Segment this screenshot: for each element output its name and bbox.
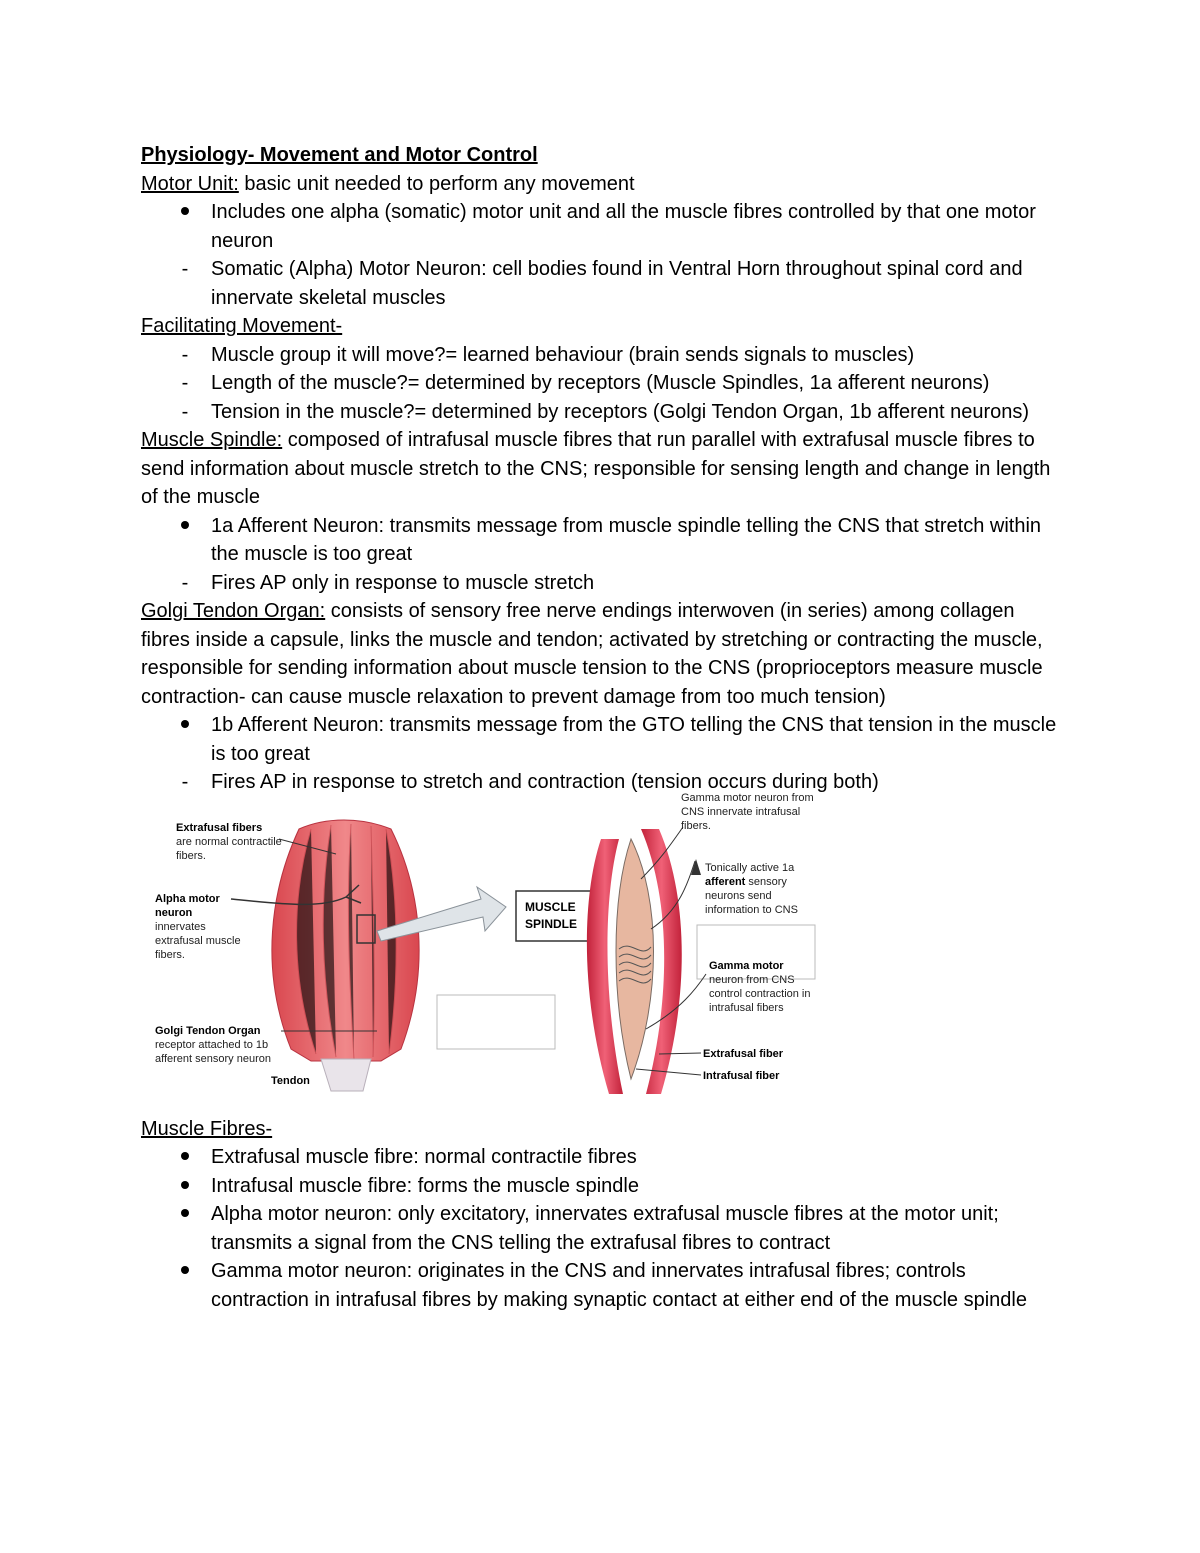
label-gamma-motor-top: Gamma motor neuron from CNS innervate intrafusal fibers. [681, 791, 814, 832]
motor-unit-text: basic unit needed to perform any movement [238, 172, 635, 195]
muscle-fibres-list [141, 1143, 1066, 1314]
dash-icon: - [181, 372, 189, 394]
list-item-text: Somatic (Alpha) Motor Neuron: cell bodies found in Ventral Horn throughout spinal cord and innervate skeletal muscles [211, 258, 1023, 309]
bullet-icon [175, 198, 195, 227]
list-item [141, 711, 1066, 768]
list-item-text: Gamma motor neuron: originates in the CNS and innervates intrafusal fibres; controls contraction in intrafusal fibres by making synaptic contact at either end of the muscle spindle [211, 1260, 1027, 1311]
document-title: Physiology- Movement and Motor Control [141, 144, 538, 166]
motor-unit-term: Motor Unit: [141, 172, 239, 195]
bullet-dot-icon [181, 207, 189, 215]
label-tendon: Tendon [271, 1074, 310, 1087]
list-item [141, 341, 1066, 370]
bullet-icon [175, 711, 195, 740]
list-item [141, 369, 1066, 398]
dash-icon: - [181, 400, 189, 423]
label-gamma2-rest: neuron from CNS control contraction in intrafusal fibers [709, 973, 811, 1014]
facilitating-movement-list [141, 341, 1066, 427]
label-extrafusal-fiber: Extrafusal fiber [703, 1047, 784, 1060]
muscle-spindle-figure [141, 791, 1066, 1109]
label-gto-title: Golgi Tendon Organ [155, 1024, 261, 1037]
label-gamma-motor-bottom [709, 959, 821, 1015]
list-item [141, 768, 1066, 797]
label-extrafusal-fibers [176, 821, 286, 863]
list-item-text: Extrafusal muscle fibre: normal contractile fibres [211, 1146, 637, 1168]
facilitating-movement-heading: Facilitating Movement- [141, 315, 343, 337]
golgi-tendon-term: Golgi Tendon Organ: [141, 600, 326, 622]
golgi-tendon-text: consists of sensory free nerve endings interwoven (in series) among collagen fibres inside a capsule, links the muscle and tendon; activated by stretching or contracting the muscle, responsible for sending information about muscle tension to the CNS (proprioceptors measure muscle contraction- can cause muscle relaxation to prevent damage from too much tension) [141, 600, 1043, 708]
tendon-shape [321, 1059, 371, 1091]
list-item-text: Intrafusal muscle fibre: forms the muscle spindle [211, 1174, 639, 1197]
list-item [141, 398, 1066, 427]
list-item [141, 1257, 1066, 1314]
muscle-spindle-definition [141, 426, 1066, 512]
list-item-text: Muscle group it will move?= learned behaviour (brain sends signals to muscles) [211, 343, 915, 366]
bullet-icon [175, 1143, 195, 1172]
list-item-text: Length of the muscle?= determined by receptors (Muscle Spindles, 1a afferent neurons) [211, 372, 990, 394]
document-body [141, 141, 1066, 1314]
bullet-dot-icon [181, 720, 189, 728]
dash-icon: - [181, 771, 189, 793]
label-alpha-motor-neuron [155, 892, 243, 962]
muscle-spindle-term: Muscle Spindle: [141, 429, 283, 451]
muscle-spindle-list [141, 512, 1066, 598]
muscle-spindle-text: composed of intrafusal muscle fibres that run parallel with extrafusal muscle fibres to send information about muscle stretch to the CNS; responsible for sensing length and change in length of the muscle [141, 429, 1051, 508]
list-item-text: Fires AP only in response to muscle stretch [211, 571, 595, 594]
muscle-fibres-heading: Muscle Fibres- [141, 1117, 273, 1140]
label-tonic-afferent [705, 861, 825, 917]
list-item-text: Alpha motor neuron: only excitatory, innervates extrafusal muscle fibres at the motor unit; transmits a signal from the CNS telling the extrafusal fibres to contract [211, 1203, 999, 1254]
list-item-text: Includes one alpha (somatic) motor unit and all the muscle fibres controlled by that one motor neuron [211, 201, 1036, 252]
bullet-dot-icon [181, 1209, 189, 1217]
dash-icon: - [181, 258, 189, 280]
bullet-dot-icon [181, 1181, 189, 1189]
label-tonic-pre: Tonically active 1a [705, 861, 795, 874]
label-muscle-spindle: MUSCLE SPINDLE [525, 899, 578, 931]
label-tonic-bold: afferent [705, 875, 746, 888]
label-gto-rest: receptor attached to 1b afferent sensory neuron [155, 1038, 271, 1065]
bullet-dot-icon [181, 1152, 189, 1160]
spindle-capsule [616, 839, 654, 1079]
list-item-text: 1a Afferent Neuron: transmits message from muscle spindle telling the CNS that stretch within the muscle is too great [211, 514, 1042, 565]
label-intrafusal-fiber: Intrafusal fiber [703, 1069, 780, 1082]
label-tonic-rest: sensory neurons send information to CNS [705, 875, 798, 916]
list-item [141, 569, 1066, 598]
list-item [141, 198, 1066, 255]
motor-unit-list [141, 198, 1066, 312]
dash-icon: - [181, 571, 189, 594]
bullet-icon [175, 1257, 195, 1286]
label-extrafusal-title: Extrafusal fibers [176, 821, 263, 834]
label-gamma2-title: Gamma motor [709, 959, 784, 972]
bullet-icon [175, 1200, 195, 1229]
label-golgi-tendon-organ [155, 1024, 305, 1066]
bullet-dot-icon [181, 1266, 189, 1274]
label-alpha-rest: innervates extrafusal muscle fibers. [155, 920, 241, 961]
dash-icon: - [181, 343, 189, 366]
golgi-tendon-list [141, 711, 1066, 797]
list-item [141, 1172, 1066, 1201]
list-item-text: Tension in the muscle?= determined by receptors (Golgi Tendon Organ, 1b afferent neurons) [211, 400, 1030, 423]
motor-unit-definition [141, 170, 1066, 199]
golgi-tendon-definition [141, 597, 1066, 711]
label-extrafusal-rest: are normal contractile fibers. [176, 835, 282, 862]
list-item [141, 512, 1066, 569]
list-item [141, 255, 1066, 312]
bullet-icon [175, 512, 195, 541]
list-item [141, 1200, 1066, 1257]
bullet-dot-icon [181, 521, 189, 529]
list-item-text: Fires AP in response to stretch and contraction (tension occurs during both) [211, 771, 879, 793]
list-item-text: 1b Afferent Neuron: transmits message from the GTO telling the CNS that tension in the muscle is too great [211, 714, 1057, 765]
label-alpha-title: Alpha motor neuron [155, 892, 220, 919]
bullet-icon [175, 1172, 195, 1201]
list-item [141, 1143, 1066, 1172]
